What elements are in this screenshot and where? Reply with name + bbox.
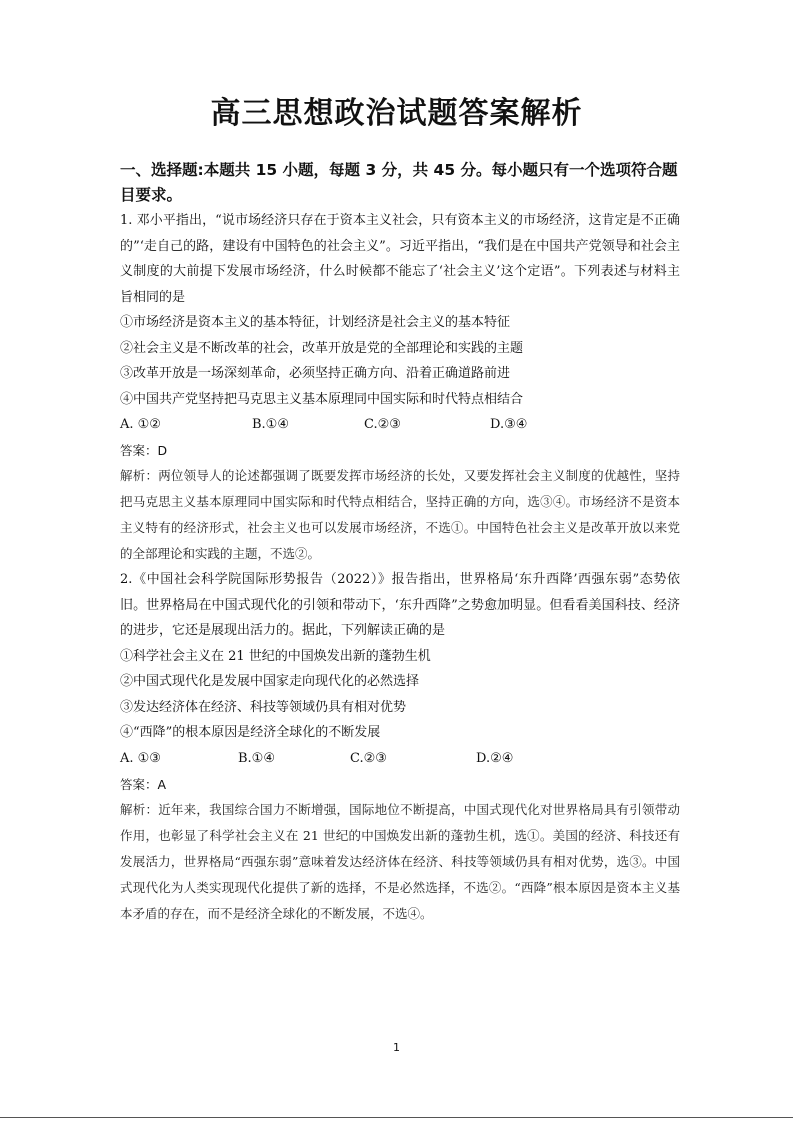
- statement-option: ①科学社会主义在 21 世纪的中国焕发出新的蓬勃生机: [120, 648, 431, 664]
- statement-option: ②中国式现代化是发展中国家走向现代化的必然选择: [120, 674, 420, 689]
- answer-line: 答案：A: [120, 776, 167, 792]
- answer-choices: [120, 412, 680, 438]
- question-stem: 1. 邓小平指出，“说市场经济只存在于资本主义社会，只有资本主义的市场经济，这肯定是不正确的”‘走自己的路，建设有中国特色的社会主义”。习近平指出，“我们是在中国共产党领导和社会主义制度的大前提下发展市场经济，什么时候都不能忘了‘社会主义’这个定语”。下列表述与材料主旨相同的是: [120, 213, 680, 305]
- choice-c: C.②③: [350, 750, 387, 766]
- answer-choices: [120, 746, 680, 772]
- choice-b: B.①④: [238, 750, 275, 766]
- section-heading: 一、选择题:本题共 15 小题，每题 3 分，共 45 分。每小题只有一个选项符合题目要求。: [120, 161, 678, 204]
- page-title: 高三思想政治试题答案解析: [210, 96, 583, 131]
- statement-option: ③改革开放是一场深刻革命，必须坚持正确方向、沿着正确道路前进: [120, 366, 511, 381]
- choice-c: C.②③: [364, 417, 401, 432]
- statement-option: ④中国共产党坚持把马克思主义基本原理同中国实际和时代特点相结合: [120, 391, 524, 407]
- choice-d: D.③④: [490, 417, 528, 432]
- statement-option: ③发达经济体在经济、科技等领域仍具有相对优势: [120, 699, 407, 715]
- choice-a: A. ①②: [120, 417, 161, 432]
- statement-option: ①市场经济是资本主义的基本特征，计划经济是社会主义的基本特征: [120, 315, 511, 330]
- explanation: 解析：两位领导人的论述都强调了既要发挥市场经济的长处，又要发挥社会主义制度的优越性，坚持把马克思主义基本原理同中国实际和时代特点相结合，坚持正确的方向，选③④。市场经济不是资本主义特有的经济形式，社会主义也可以发展市场经济，不选①。中国特色社会主义是改革开放以来党的全部理论和实践的主题，不选②。: [120, 468, 680, 561]
- explanation: 解析：近年来，我国综合国力不断增强，国际地位不断提高，中国式现代化对世界格局具有引领带动作用，也彰显了科学社会主义在 21 世纪的中国焕发出新的蓬勃生机，选①。美国的经济、科技还有发展活力，世界格局“西强东弱”意味着发达经济体在经济、科技等领域仍具有相对优势，选③。中国式现代化为人类实现现代化提供了新的选择，不是必然选择，不选②。“西降”根本原因是资本主义基本矛盾的存在，而不是经济全球化的不断发展，不选④。: [120, 801, 680, 921]
- choice-d: D.②④: [476, 750, 514, 766]
- statement-option: ④“西降”的根本原因是经济全球化的不断发展: [120, 725, 381, 740]
- choice-b: B.①④: [252, 417, 289, 432]
- page-number: 1: [393, 1041, 400, 1054]
- document-body: [120, 158, 680, 927]
- question-1: [120, 208, 680, 567]
- question-2: [120, 567, 680, 927]
- statement-option: ②社会主义是不断改革的社会，改革开放是党的全部理论和实践的主题: [120, 340, 524, 356]
- answer-line: 答案：D: [120, 443, 168, 458]
- choice-a: A. ①③: [120, 750, 161, 766]
- page-bottom-divider: [0, 1117, 793, 1118]
- question-stem: 2.《中国社会科学院国际形势报告（2022）》报告指出，世界格局‘东升西降’西强东弱”态势依旧。世界格局在中国式现代化的引领和带动下，‘东升西降”之势愈加明显。但看看美国科技、经济的进步，它还是展现出活力的。据此，下列解读正确的是: [120, 572, 680, 638]
